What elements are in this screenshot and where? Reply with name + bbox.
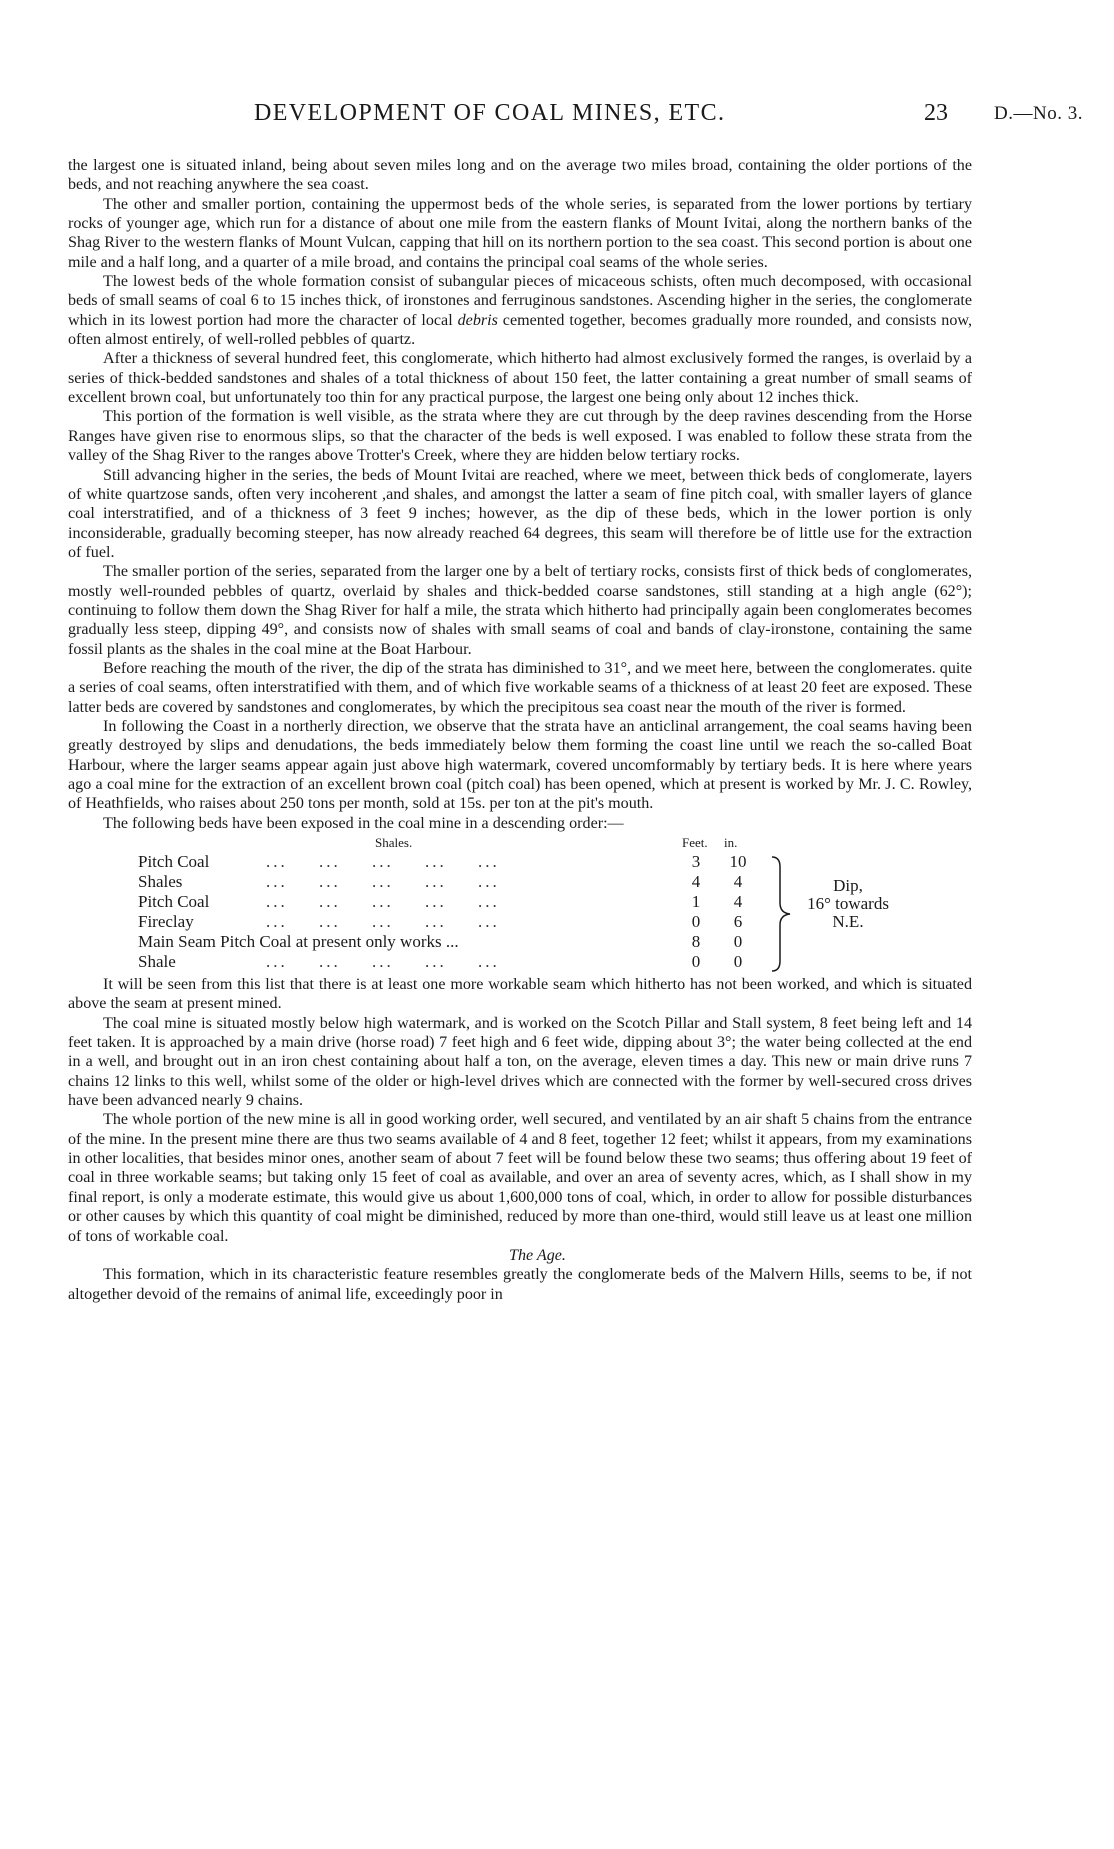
bed-feet: 4 — [691, 872, 701, 892]
dip-note-line: 16° towards — [807, 894, 889, 914]
body-text — [68, 156, 972, 1304]
table-row — [138, 932, 758, 952]
table-row — [138, 952, 758, 972]
bed-name: Shale — [138, 952, 176, 972]
dot-leader: ... ... ... ... ... — [266, 872, 500, 892]
dot-leader: ... ... ... ... ... — [266, 892, 500, 912]
bed-name: Fireclay — [138, 912, 194, 932]
dot-leader: ... ... ... ... ... — [266, 912, 500, 932]
bed-inches: 4 — [733, 872, 743, 892]
paragraph: The whole portion of the new mine is all in good working order, well secured, and ventilated by an air shaft 5 chains from the entrance of the mine. In the present mine there are thus two seams available of 4 and 8 feet, together 12 feet; whilst it appears, from my examinations in other localities, that besides minor ones, another seam of about 7 feet will be found below these two seams; thus offering about 19 feet of coal in three workable seams; but taking only 15 feet of coal as available, and over an area of seventy acres, which, as I shall show in my final report, is only a moderate estimate, this would give us about 1,600,000 tons of coal, which, in order to allow for possible disturbances or other causes by which this quantity of coal might be diminished, reduced by more than one-third, would still leave us at least one million of tons of workable coal. — [68, 1111, 972, 1245]
running-title: DEVELOPMENT OF COAL MINES, ETC. — [254, 100, 726, 126]
bed-inches: 10 — [729, 852, 747, 872]
paragraph: The smaller portion of the series, separated from the larger one by a belt of tertiary rocks, consists first of thick beds of conglomerates, mostly well-rounded pebbles of quartz, overlaid by shales and thick-bedded coarse sandstones, still standing at a high angle (62°); continuing to follow them down the Shag River for half a mile, the strata which hitherto had principally again been conglomerates becomes gradually less steep, dipping 49°, and consists now of shales with small seams of coal and bands of clay-ironstone, containing the same fossil plants as the shales in the coal mine at the Boat Harbour. — [68, 563, 972, 658]
dot-leader: ... ... ... ... ... — [266, 952, 500, 972]
bed-name: Pitch Coal — [138, 852, 210, 872]
table-row — [138, 852, 758, 872]
section-heading: The Age. — [509, 1246, 566, 1264]
paragraph — [68, 272, 972, 349]
beds-table — [68, 833, 972, 975]
page-header — [66, 100, 1106, 134]
bed-feet: 0 — [691, 912, 701, 932]
bed-feet: 1 — [691, 892, 701, 912]
paragraph: the largest one is situated inland, being about seven miles long and on the average two miles broad, containing the older portions of the beds, and not reaching anywhere the sea coast. — [68, 157, 972, 194]
paragraph: This portion of the formation is well visible, as the strata where they are cut through by the deep ravines descending from the Horse Ranges have given rise to enormous slips, so that the character of the beds is well exposed. I was enabled to follow these strata from the valley of the Shag River to the ranges above Trotter's Creek, where they are hidden below tertiary rocks. — [68, 408, 972, 465]
paragraph: After a thickness of several hundred feet, this conglomerate, which hitherto had almost exclusively formed the ranges, is overlaid by a series of thick-bedded sandstones and shales of a total thickness of about 150 feet, the latter containing a great number of small seams of excellent brown coal, but unfortunately too thin for any practical purpose, the largest one being only about 12 inches thick. — [68, 350, 972, 407]
bed-inches: 4 — [733, 892, 743, 912]
paragraph: The coal mine is situated mostly below high watermark, and is worked on the Scotch Pillar and Stall system, 8 feet being left and 14 feet taken. It is approached by a main drive (horse road) 7 feet high and 6 feet wide, dipping about 3°; the water being collected at the end in a well, and brought out in an iron chest containing about half a ton, on the average, eleven times a day. This new or main drive runs 7 chains 12 links to this well, whilst some of the older or high-level drives which are connected with the former by well-secured cross drives have been advanced nearly 9 chains. — [68, 1014, 972, 1110]
bed-inches: 6 — [733, 912, 743, 932]
header-shales: Shales. — [375, 835, 413, 851]
header-in: in. — [724, 835, 738, 851]
dip-note-line: N.E. — [832, 912, 864, 932]
dip-note — [798, 877, 898, 931]
page-number: 23 — [924, 100, 948, 126]
bed-feet: 0 — [691, 952, 701, 972]
table-row — [138, 872, 758, 892]
paragraph-text: The lowest beds of the whole formation consist of subangular pieces of micaceous schists, often much decomposed, with occasional beds of small seams of coal 6 to 15 inches thick, of ironstones and ferruginous sandstones. Ascending higher in the series, the conglomerate which in its lowest portion had more the character of local — [68, 273, 972, 329]
beds-table-header — [68, 833, 972, 849]
bed-feet: 8 — [691, 932, 701, 952]
bed-name: Shales — [138, 872, 183, 892]
paragraph-text: cemented together, becomes gradually more rounded, and consists now, often almost entirely, of well-rolled pebbles of quartz. — [68, 311, 972, 349]
paragraph: It will be seen from this list that there is at least one more workable seam which hitherto has not been worked, and which is situated above the seam at present mined. — [68, 976, 972, 1013]
bed-inches: 0 — [733, 932, 743, 952]
italic-term: debris — [457, 311, 498, 329]
curly-brace — [768, 855, 798, 973]
paragraph: The other and smaller portion, containing the uppermost beds of the whole series, is separated from the lower portions by tertiary rocks of younger age, which run for a distance of about one mile from the eastern flanks of Mount Ivitai, along the northern banks of the Shag River to the western flanks of Mount Vulcan, capping that hill on its northern portion to the sea coast. This second portion is about one mile and a half long, and a quarter of a mile broad, and contains the principal coal seams of the whole series. — [68, 195, 972, 271]
dot-leader: ... ... ... ... ... — [266, 852, 500, 872]
document-reference: D.—No. 3. — [994, 103, 1083, 124]
header-feet: Feet. — [682, 835, 708, 851]
table-row — [138, 912, 758, 932]
table-row — [138, 892, 758, 912]
paragraph: The following beds have been exposed in the coal mine in a descending order:— — [103, 814, 624, 832]
bed-feet: 3 — [691, 852, 701, 872]
dip-note-line: Dip, — [833, 876, 863, 896]
paragraph: Before reaching the mouth of the river, the dip of the strata has diminished to 31°, and we meet here, between the conglomerates. quite a series of coal seams, often interstratified with them, and of which five workable seams of a thickness of at least 20 feet are exposed. These latter beds are covered by sandstones and conglomerates, by which the precipitous sea coast near the mouth of the river is formed. — [68, 659, 972, 716]
bed-name: Pitch Coal — [138, 892, 210, 912]
bed-name: Main Seam Pitch Coal at present only works ... — [138, 932, 459, 952]
paragraph: In following the Coast in a northerly direction, we observe that the strata have an anticlinal arrangement, the coal seams having been greatly destroyed by slips and denudations, the beds immediately below them forming the coast line until we reach the so-called Boat Harbour, where the larger seams appear again just above high watermark, covered uncomformably by tertiary beds. It is here where years ago a coal mine for the extraction of an excellent brown coal (pitch coal) has been opened, which at present is worked by Mr. J. C. Rowley, of Heathfields, who raises about 250 tons per month, sold at 15s. per ton at the pit's mouth. — [68, 717, 972, 813]
paragraph: This formation, which in its characteristic feature resembles greatly the conglomerate beds of the Malvern Hills, seems to be, if not altogether devoid of the remains of animal life, exceedingly poor in — [68, 1266, 972, 1303]
bed-inches: 0 — [733, 952, 743, 972]
paragraph: Still advancing higher in the series, the beds of Mount Ivitai are reached, where we meet, between thick beds of conglomerate, layers of white quartzose sands, often very incoherent ,and shales, and amongst the latter a seam of fine pitch coal, with smaller layers of glance coal interstratified, and of a thickness of 3 feet 9 inches; however, as the dip of these beds, which in the lower portion is only inconsiderable, gradually becoming steeper, has now already reached 64 degrees, this seam will therefore be of little use for the extraction of fuel. — [68, 466, 972, 561]
